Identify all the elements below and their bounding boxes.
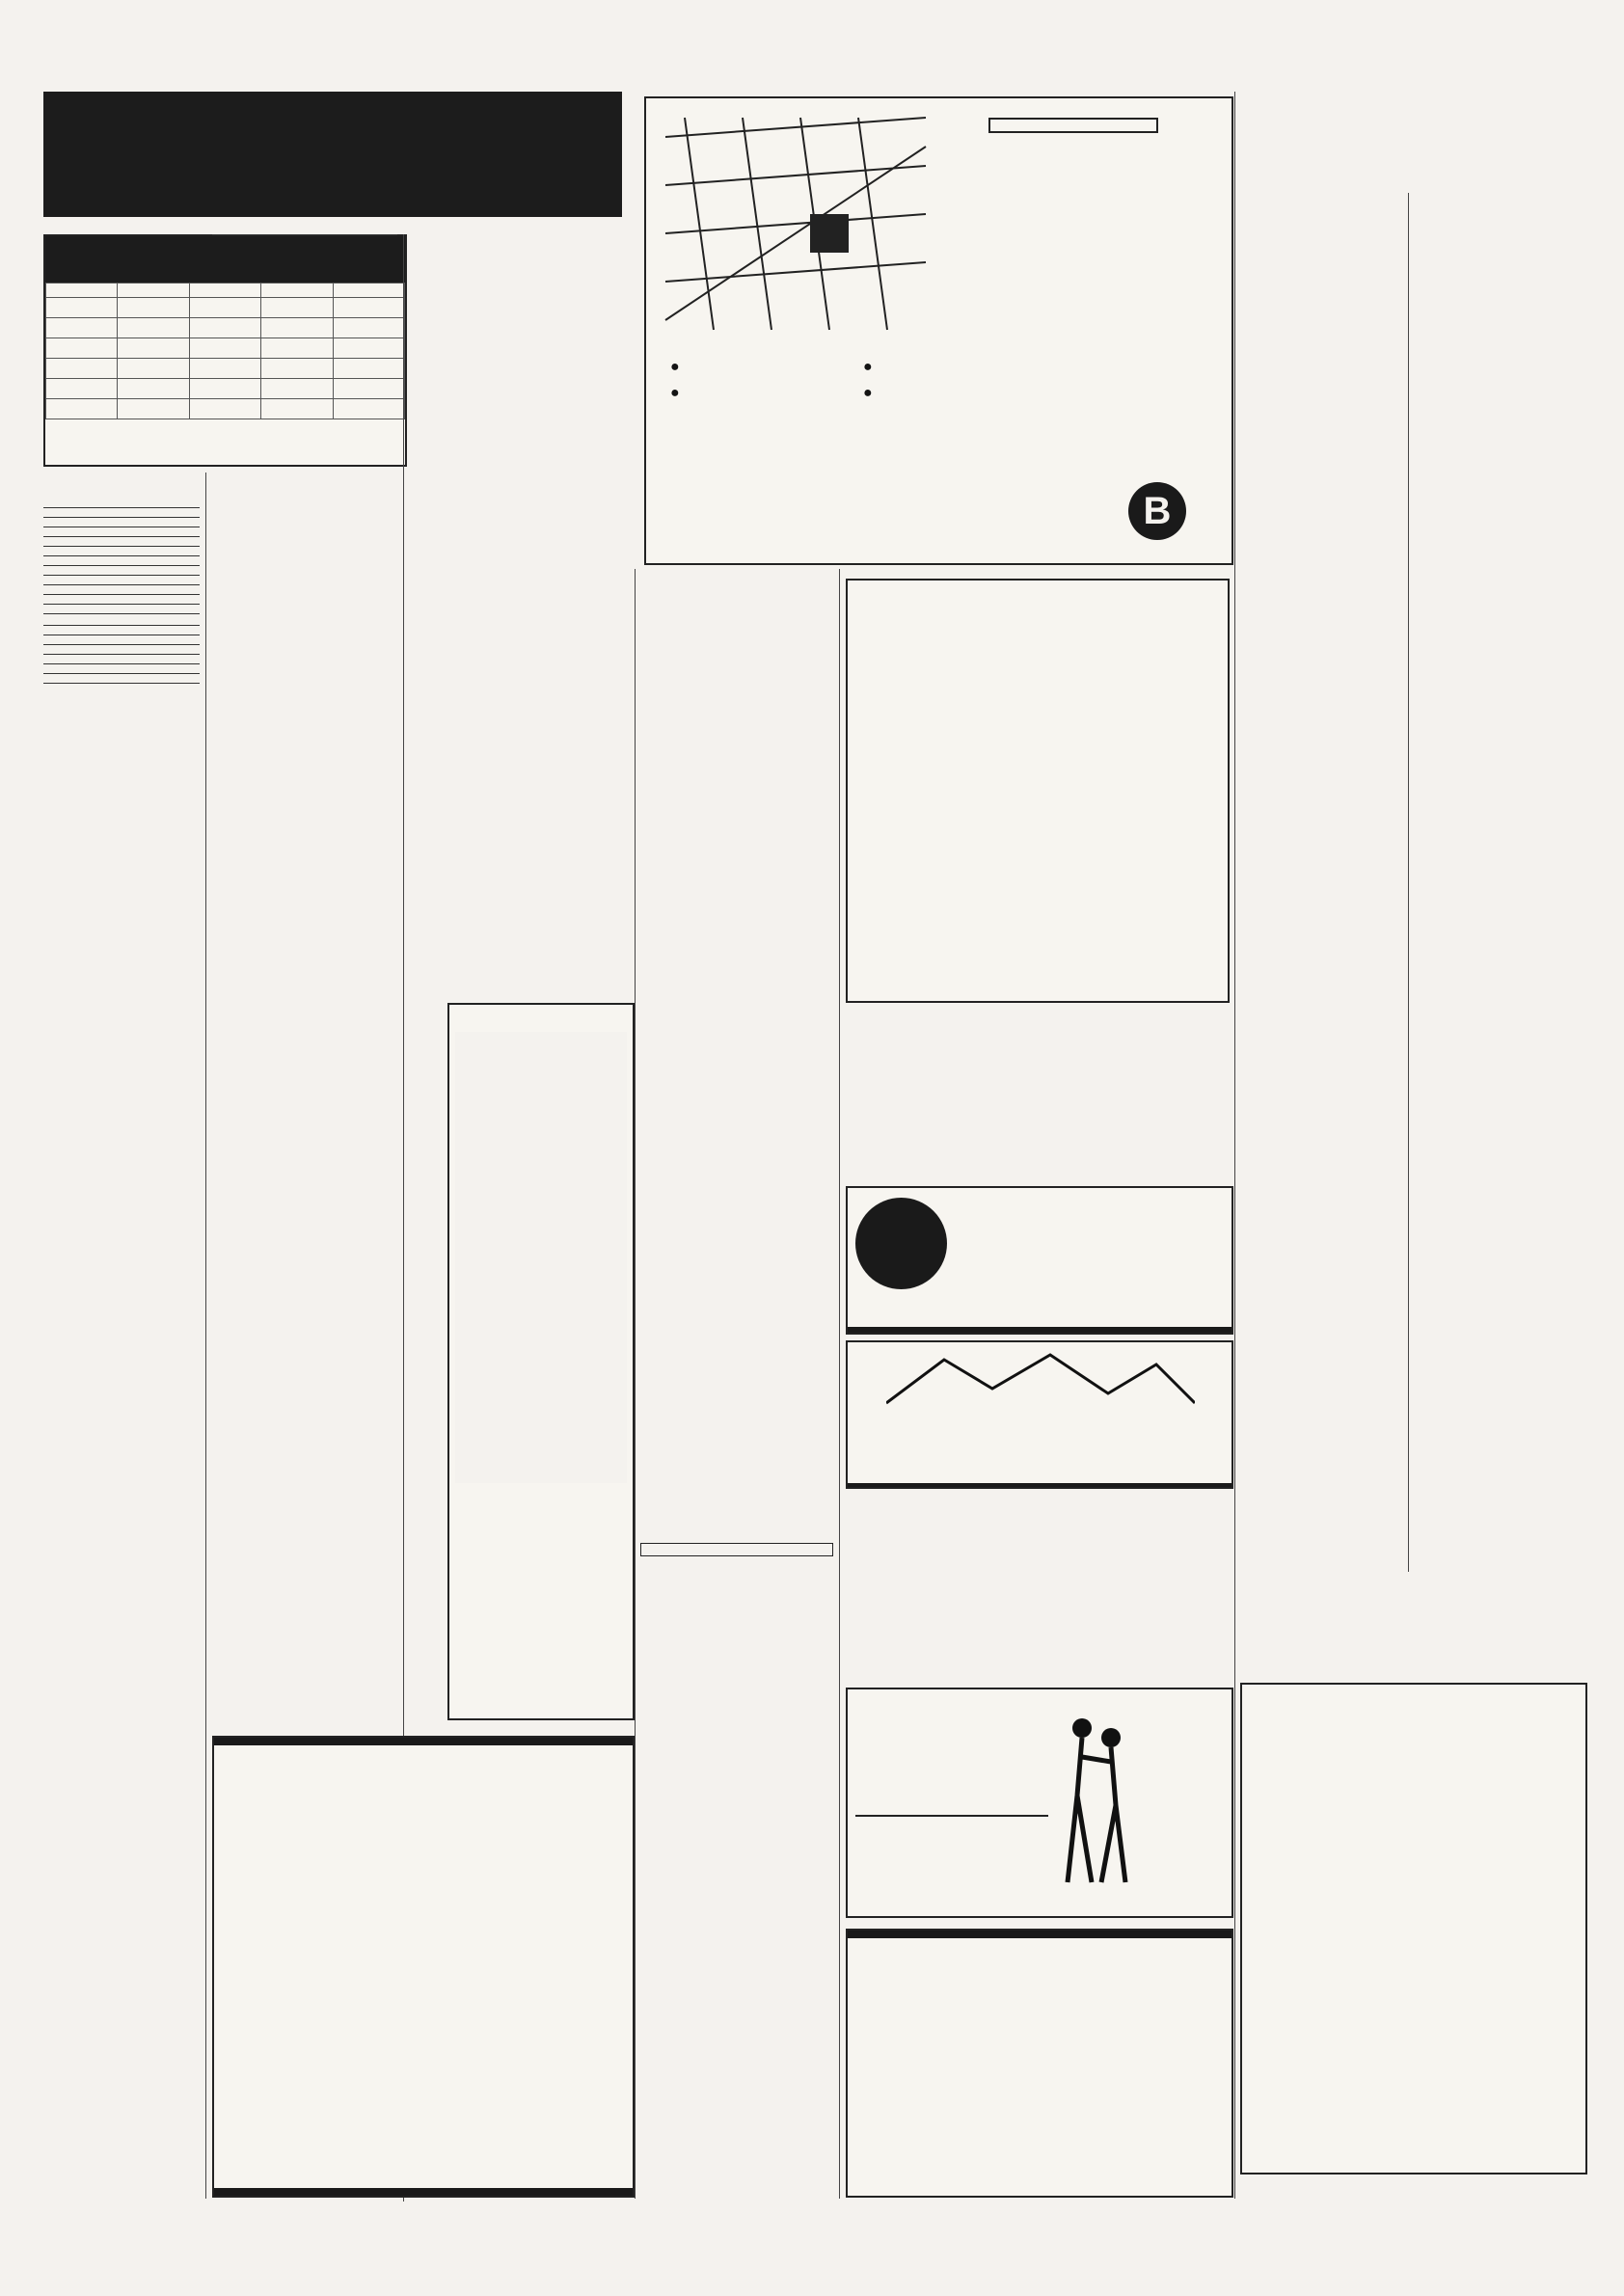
tarifa-table [45, 283, 405, 419]
velox-ad [846, 1688, 1233, 1918]
tarifa-cell [333, 359, 404, 379]
tarifa-cell [118, 298, 189, 318]
solares-header [848, 1931, 1232, 1938]
classified-ad [43, 604, 200, 608]
tucuman-flet-phone [848, 1483, 1232, 1487]
classified-ad [43, 546, 200, 550]
tarifa-cell [118, 379, 189, 399]
tarifa-cell [118, 399, 189, 419]
tarifa-cell [46, 399, 118, 419]
classified-ad [43, 555, 200, 559]
dancers-icon [1058, 1709, 1135, 1892]
lugares-box [846, 579, 1230, 1003]
street-map-illustration [656, 108, 935, 339]
column-rule [1408, 193, 1409, 1572]
ultimos-solares-ad [846, 1929, 1233, 2198]
column-rule [839, 569, 840, 2199]
classified-ad [43, 594, 200, 598]
tarifa-cell [261, 318, 333, 338]
classified-ad [43, 517, 200, 521]
tarifa-cell [333, 399, 404, 419]
tarifa-cell [189, 338, 260, 359]
tarifa-cell [333, 298, 404, 318]
classified-ad [43, 507, 200, 511]
old-city-logo [855, 1198, 947, 1289]
classified-ad [43, 683, 200, 687]
masthead [43, 92, 622, 217]
bullet-item: ● [863, 359, 873, 375]
charamelo-intro [214, 1745, 633, 1753]
tarifa-cell [261, 359, 333, 379]
balcas-b-icon: B [1128, 482, 1186, 540]
compro-hoy-heading [640, 1543, 833, 1556]
carape-ad [644, 96, 1233, 565]
tarifa-cell [189, 359, 260, 379]
column-inmuebles [43, 501, 200, 692]
tarifa-row [46, 379, 405, 399]
tarifa-row [46, 359, 405, 379]
bullet-item: ● [670, 359, 680, 375]
mountain-icon [886, 1350, 1195, 1408]
compro-hoy-block [640, 1543, 833, 1556]
classified-ad [43, 536, 200, 540]
classified-ad [43, 584, 200, 588]
baterias-ad [846, 1186, 1233, 1335]
column-rule [1234, 92, 1235, 2199]
tarifa-cell [46, 359, 118, 379]
tarifa-cell [189, 298, 260, 318]
baterias-bar [848, 1327, 1232, 1333]
tarifa-cell [333, 338, 404, 359]
classified-ad [212, 234, 397, 238]
tarifa-cell [261, 298, 333, 318]
classified-ad [43, 613, 200, 617]
charamelo-title [214, 1738, 633, 1745]
esposito-ad [447, 1003, 635, 1720]
tarifa-cell [46, 379, 118, 399]
bullet-item: ● [863, 385, 873, 401]
tarifa-cell [118, 359, 189, 379]
tarifa-row [46, 318, 405, 338]
charamelo-address [214, 2188, 633, 2196]
column-rule [635, 569, 636, 2199]
classified-ad [43, 673, 200, 677]
tarifa-cell [189, 399, 260, 419]
tarifa-th [46, 284, 118, 298]
column-varios [212, 234, 397, 244]
esposito-list [455, 1032, 627, 1483]
tarifa-cell [261, 338, 333, 359]
classified-ad [43, 663, 200, 667]
classified-ad [43, 625, 200, 629]
tarifa-th [261, 284, 333, 298]
edificio-carape-title [988, 118, 1158, 133]
classified-ad [43, 565, 200, 569]
tarifa-cell [46, 338, 118, 359]
classified-ad [43, 575, 200, 579]
tarifa-cell [261, 399, 333, 419]
tarifa-cell [333, 379, 404, 399]
tarifa-head-row [46, 284, 405, 298]
tarifa-cell [189, 318, 260, 338]
tarifa-th [189, 284, 260, 298]
classified-ad [43, 527, 200, 530]
tucuman-flet-ad [846, 1340, 1233, 1489]
tarifa-row [46, 298, 405, 318]
classified-ad [43, 644, 200, 648]
tarifa-row [46, 399, 405, 419]
tarifa-th [333, 284, 404, 298]
profesionales-box [1240, 1683, 1587, 2174]
tarifa-cell [118, 318, 189, 338]
tarifa-box [43, 234, 407, 467]
tarifa-cell [189, 379, 260, 399]
classified-ad [43, 635, 200, 638]
charamelo-ad [212, 1736, 635, 2198]
tarifa-cell [261, 379, 333, 399]
tarifa-row [46, 338, 405, 359]
tarifa-th [118, 284, 189, 298]
bullet-item: ● [670, 385, 680, 401]
tarifa-cell [333, 318, 404, 338]
classified-ad [43, 654, 200, 658]
tarifa-cell [118, 338, 189, 359]
tarifa-cell [46, 298, 118, 318]
tarifa-cell [46, 318, 118, 338]
column-rule [205, 473, 206, 2199]
velox-ensenanza [855, 1815, 1048, 1817]
